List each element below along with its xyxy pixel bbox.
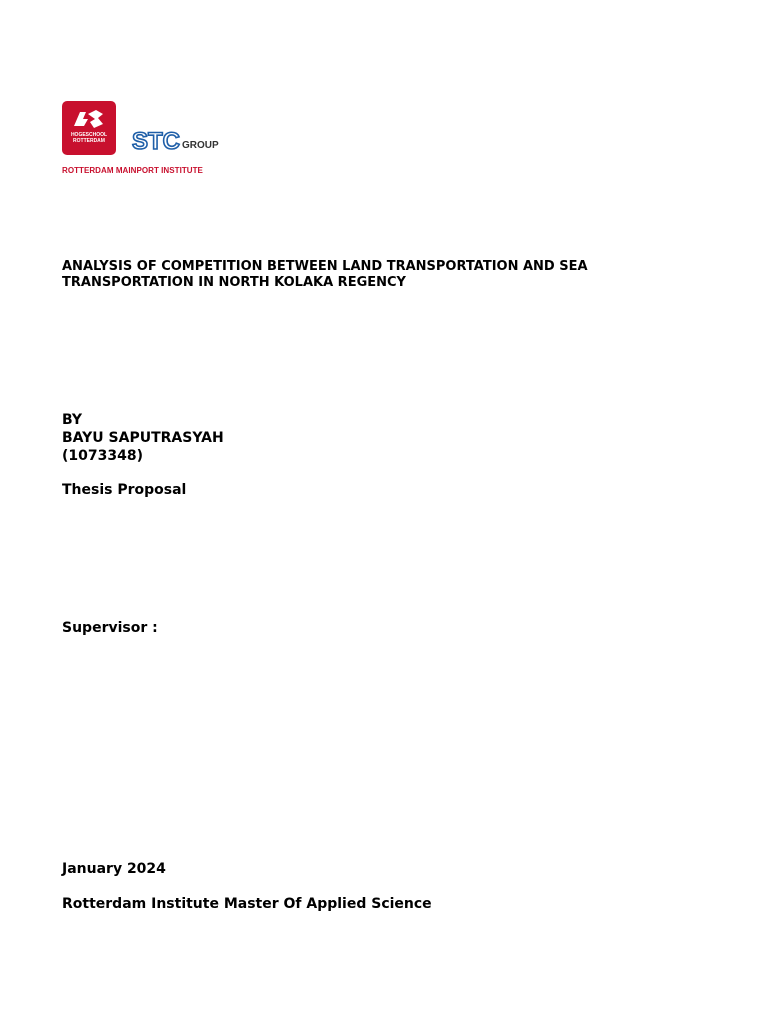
title-line-1: ANALYSIS OF COMPETITION BETWEEN LAND TRANSPORTATION AND SEA [62,259,588,274]
title-line-2: TRANSPORTATION IN NORTH KOLAKA REGENCY [62,275,406,290]
institution-name: Rotterdam Institute Master Of Applied Science [62,896,432,912]
author-block [62,411,224,465]
stc-mark: STC [132,128,180,155]
document-type: Thesis Proposal [62,482,187,498]
stc-group-text: GROUP [182,140,219,151]
document-date: January 2024 [62,861,166,877]
student-id: (1073348) [62,448,143,464]
stc-group-logo [132,129,232,155]
document-title [62,259,588,291]
supervisor-label: Supervisor : [62,620,158,636]
hogeschool-logo-icon [70,106,108,132]
institute-name: ROTTERDAM MAINPORT INSTITUTE [62,166,203,175]
hogeschool-text-line2: ROTTERDAM [73,138,105,144]
hogeschool-rotterdam-logo [62,101,116,155]
hogeschool-text-line1: HOGESCHOOL [70,132,108,138]
header-logos [62,101,232,181]
author-by: BY [62,412,83,428]
author-name: BAYU SAPUTRASYAH [62,430,224,446]
